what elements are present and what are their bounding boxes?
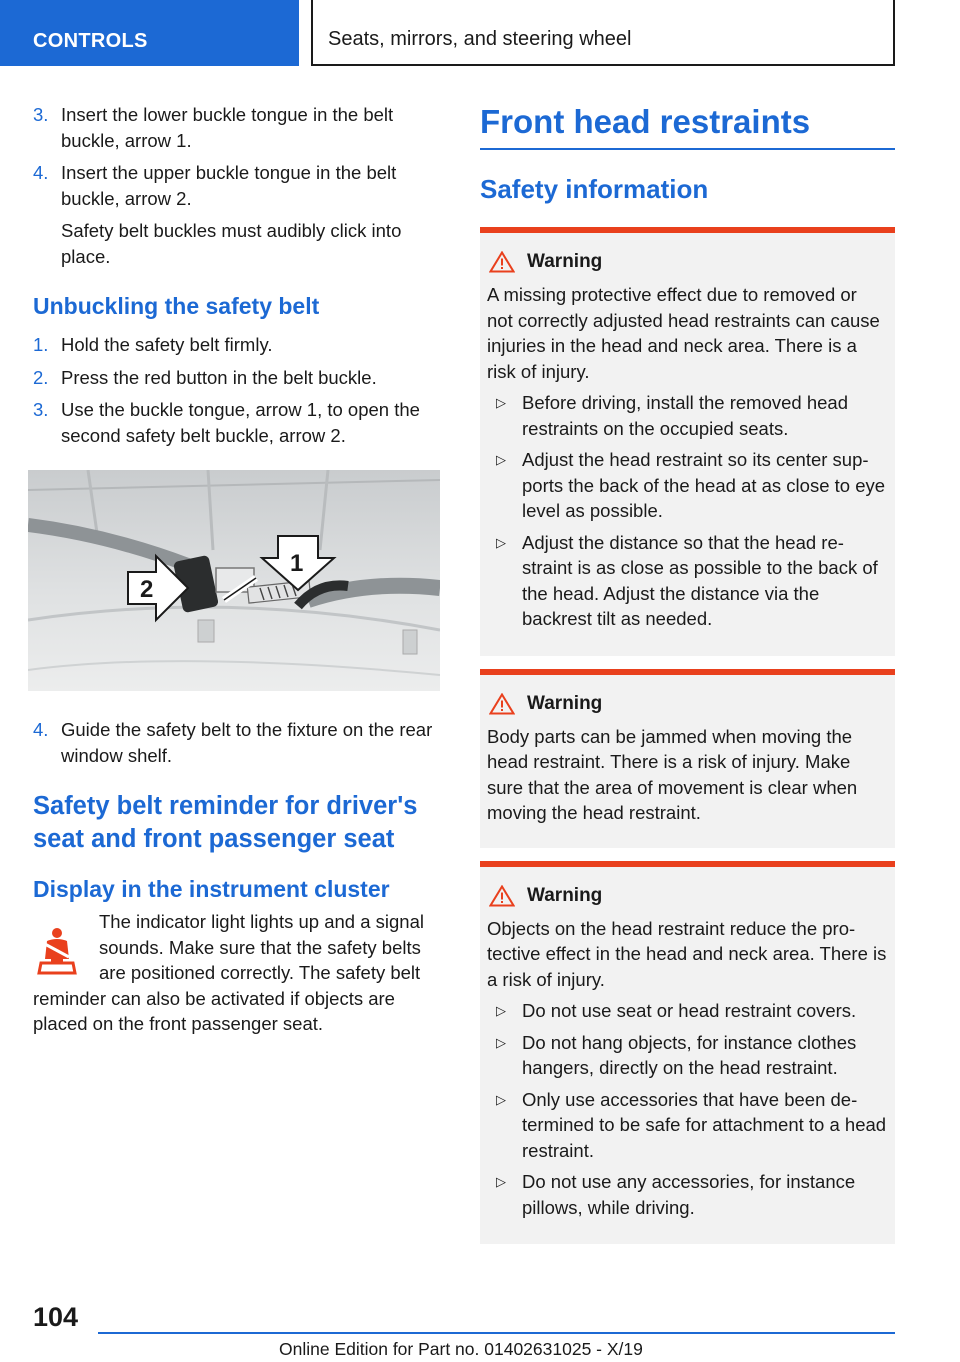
display-text-line: The indicator light lights up and a signal [99,911,424,932]
header-section-tab [0,0,299,66]
step-item [33,397,445,448]
warning-header [487,693,887,715]
step-number: 1. [33,334,49,355]
step-number: 2. [33,366,49,388]
warning-label: Warning [527,251,603,272]
seat-belt-buckle-photo [28,470,440,691]
step-number: 4. [33,719,49,740]
warning-text: Objects on the head restraint reduce the pro‐ tective effect in the head and neck area. There is a risk of injury. [487,917,887,990]
warning-box [480,669,895,848]
warning-box [480,861,895,1245]
step-text: Press the red button in the belt buckle. [61,366,377,388]
section-subtitle: Safety information [480,174,709,204]
warning-triangle-icon [489,251,515,273]
warning-label: Warning [527,692,603,714]
header-chapter-box [311,0,895,66]
bullet-item: ▷ Adjust the distance so that the head re‐ straint is as close as possible to the back of the head. Adjust the distance via the backrest tilt as needed. [487,530,887,632]
warning-text: Body parts can be jammed when moving the head restraint. There is a risk of injury. Make sure that the area of movement is clear when moving the head restraint. [487,725,858,823]
step-number: 4. [33,162,49,183]
seatbelt-warning-icon [33,927,77,975]
bullet-item: ▷ Do not use any accessories, for instance pillows, while driving. [487,1169,887,1220]
step-item [33,102,445,153]
display-text-line: are positioned correctly. The safety belt [99,962,421,983]
arrow-1-label: 1 [290,550,304,577]
arrow-2-label: 2 [140,576,154,603]
step-item [33,365,445,391]
warning-bullets [487,998,887,1220]
display-text-rest: reminder can also be activated if objects are placed on the front passenger seat. [33,987,395,1034]
footer-edition: Online Edition for Part no. 01402631025 - X/19 [279,1339,643,1359]
warning-triangle-icon [489,885,515,907]
warning-bullets [487,390,887,632]
right-column [480,100,895,1257]
step-text: Insert the upper buckle tongue in the belt buckle, arrow 2. [61,162,397,209]
warning-text: A missing protective effect due to removed or not correctly adjusted head restraints can cause injuries in the head and neck area. There is a risk of injury. [487,284,880,382]
step-number: 3. [33,104,49,125]
bullet-item: ▷ Do not use seat or head restraint covers. [487,998,887,1024]
step-text: Guide the safety belt to the fixture on the rear window shelf. [61,719,433,766]
reminder-heading: Safety belt reminder for driver's seat and front passenger seat [33,792,418,853]
warning-box [480,227,895,656]
page-number: 104 [33,1302,79,1332]
footer-rule [98,1332,895,1334]
bullet-item: ▷ Do not hang objects, for instance clothes hangers, directly on the head restraint. [487,1030,887,1081]
warning-header [487,251,887,273]
step-note: Safety belt buckles must audibly click into place. [61,220,402,267]
seatbelt-indicator-block [33,909,445,1037]
display-text-line: sounds. Make sure that the safety belts [99,936,421,958]
unbuckling-heading: Unbuckling the safety belt [33,293,320,319]
bullet-item: ▷ Before driving, install the removed head restraints on the occupied seats. [487,390,887,441]
step-text: Insert the lower buckle tongue in the belt buckle, arrow 1. [61,104,394,151]
step-item [33,332,445,358]
step-text: Hold the safety belt firmly. [61,334,273,355]
step-text: Use the buckle tongue, arrow 1, to open the second safety belt buckle, arrow 2. [61,399,420,446]
step-item [33,717,445,768]
header-section-label: CONTROLS [33,30,148,52]
step-number: 3. [33,399,49,420]
header-chapter-label: Seats, mirrors, and steering wheel [328,28,632,50]
warning-triangle-icon [489,693,515,715]
step-item [33,160,445,269]
bullet-item: ▷ Adjust the head restraint so its center sup‐ ports the back of the head at as close to eye level as possible. [487,447,887,524]
display-heading: Display in the instrument cluster [33,876,390,902]
warning-header [487,885,887,907]
warning-label: Warning [527,884,603,906]
section-title: Front head restraints [480,100,895,150]
bullet-item: ▷ Only use accessories that have been de‐ termined to be safe for attachment to a head restraint. [487,1087,887,1164]
left-column [33,102,445,1037]
